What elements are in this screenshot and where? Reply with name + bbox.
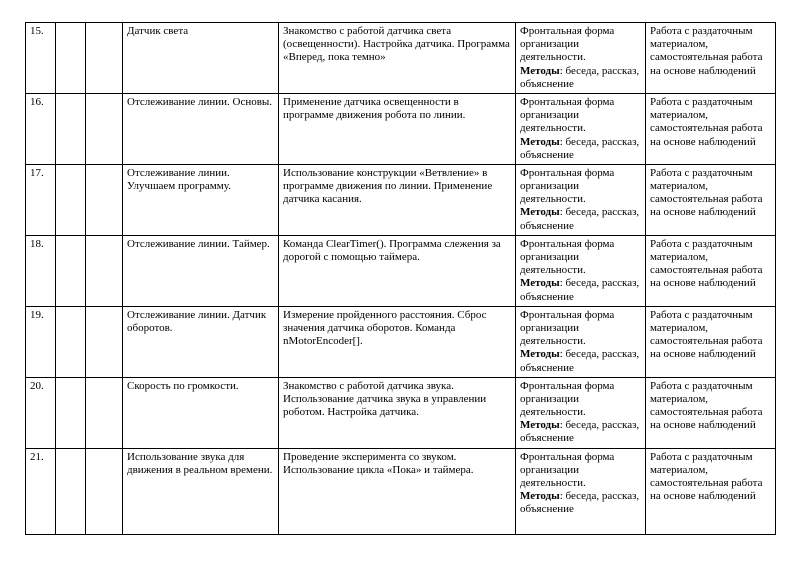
methods-label: Методы [520, 135, 560, 148]
table-row [26, 164, 776, 235]
work-type-cell: Работа с раздаточным материалом, самостоятельная работа на основе наблюдений [646, 93, 776, 164]
topic-cell: Отслеживание линии. Таймер. [123, 235, 279, 306]
lesson-plan-table [25, 22, 776, 535]
methods-label: Методы [520, 419, 560, 432]
content-cell: Использование конструкции «Ветвление» в программе движения по линии. Применение датчика касания. [279, 164, 516, 235]
work-type-cell: Работа с раздаточным материалом, самостоятельная работа на основе наблюдений [646, 448, 776, 534]
topic-cell: Отслеживание линии. Основы. [123, 93, 279, 164]
methods-text [520, 206, 641, 232]
topic-cell: Отслеживание линии. Улучшаем программу. [123, 164, 279, 235]
empty-cell-1 [56, 448, 86, 534]
methods-rest: : беседа, рассказ, объяснение [520, 135, 640, 161]
row-number-cell: 19. [26, 306, 56, 377]
topic-cell: Скорость по громкости. [123, 377, 279, 448]
table-row [26, 93, 776, 164]
methods-label: Методы [520, 348, 560, 361]
empty-cell-2 [86, 23, 123, 94]
form-methods-cell [516, 235, 646, 306]
document-page [0, 22, 800, 566]
topic-cell: Датчик света [123, 23, 279, 94]
empty-cell-2 [86, 306, 123, 377]
form-text: Фронтальная форма организации деятельности. [520, 450, 615, 489]
topic-cell: Отслеживание линии. Датчик оборотов. [123, 306, 279, 377]
topic-cell: Использование звука для движения в реальном времени. [123, 448, 279, 534]
table-row [26, 23, 776, 94]
methods-rest: : беседа, рассказ, объяснение [520, 348, 640, 374]
methods-rest: : беседа, рассказ, объяснение [520, 419, 640, 445]
content-cell: Команда ClearTimer(). Программа слежения за дорогой с помощью таймера. [279, 235, 516, 306]
empty-cell-1 [56, 235, 86, 306]
empty-cell-1 [56, 377, 86, 448]
table-row [26, 306, 776, 377]
table-body [26, 23, 776, 535]
empty-cell-1 [56, 23, 86, 94]
methods-label: Методы [520, 64, 560, 77]
content-cell: Знакомство с работой датчика звука. Использование датчика звука в управлении роботом. Настройка датчика. [279, 377, 516, 448]
work-type-cell: Работа с раздаточным материалом, самостоятельная работа на основе наблюдений [646, 235, 776, 306]
content-cell: Применение датчика освещенности в программе движения робота по линии. [279, 93, 516, 164]
work-type-cell: Работа с раздаточным материалом, самостоятельная работа на основе наблюдений [646, 306, 776, 377]
row-number-cell: 17. [26, 164, 56, 235]
form-methods-cell [516, 306, 646, 377]
form-text: Фронтальная форма организации деятельности. [520, 166, 615, 206]
methods-text [520, 65, 641, 91]
form-methods-cell [516, 448, 646, 534]
row-number-cell: 15. [26, 23, 56, 94]
form-text: Фронтальная форма организации деятельности. [520, 237, 615, 277]
empty-cell-2 [86, 164, 123, 235]
methods-text [520, 490, 641, 516]
empty-cell-2 [86, 93, 123, 164]
work-type-cell: Работа с раздаточным материалом, самостоятельная работа на основе наблюдений [646, 23, 776, 94]
form-methods-cell [516, 164, 646, 235]
methods-rest: : беседа, рассказ, объяснение [520, 206, 640, 232]
form-text: Фронтальная форма организации деятельности. [520, 25, 615, 64]
methods-rest: : беседа, рассказ, объяснение [520, 64, 640, 90]
form-text: Фронтальная форма организации деятельности. [520, 379, 615, 419]
methods-text [520, 348, 641, 374]
methods-text [520, 419, 641, 445]
table-row [26, 235, 776, 306]
methods-rest: : беседа, рассказ, объяснение [520, 490, 640, 516]
empty-cell-1 [56, 93, 86, 164]
table-row [26, 377, 776, 448]
row-number-cell: 20. [26, 377, 56, 448]
form-text: Фронтальная форма организации деятельности. [520, 308, 615, 348]
form-methods-cell [516, 93, 646, 164]
row-number-cell: 18. [26, 235, 56, 306]
methods-text [520, 136, 641, 162]
form-text: Фронтальная форма организации деятельности. [520, 95, 615, 135]
empty-cell-2 [86, 377, 123, 448]
form-methods-cell [516, 377, 646, 448]
row-number-cell: 16. [26, 93, 56, 164]
empty-cell-2 [86, 448, 123, 534]
content-cell: Проведение эксперимента со звуком. Использование цикла «Пока» и таймера. [279, 448, 516, 534]
work-type-cell: Работа с раздаточным материалом, самостоятельная работа на основе наблюдений [646, 377, 776, 448]
row-number-cell: 21. [26, 448, 56, 534]
empty-cell-1 [56, 164, 86, 235]
methods-label: Методы [520, 277, 560, 290]
methods-rest: : беседа, рассказ, объяснение [520, 277, 640, 303]
methods-text [520, 277, 641, 303]
form-methods-cell [516, 23, 646, 94]
empty-cell-1 [56, 306, 86, 377]
content-cell: Измерение пройденного расстояния. Сброс значения датчика оборотов. Команда nMotorEncoder[]. [279, 306, 516, 377]
work-type-cell: Работа с раздаточным материалом, самостоятельная работа на основе наблюдений [646, 164, 776, 235]
methods-label: Методы [520, 490, 560, 503]
content-cell: Знакомство с работой датчика света (освещенности). Настройка датчика. Программа «Вперед, пока темно» [279, 23, 516, 94]
table-row [26, 448, 776, 534]
methods-label: Методы [520, 206, 560, 219]
empty-cell-2 [86, 235, 123, 306]
